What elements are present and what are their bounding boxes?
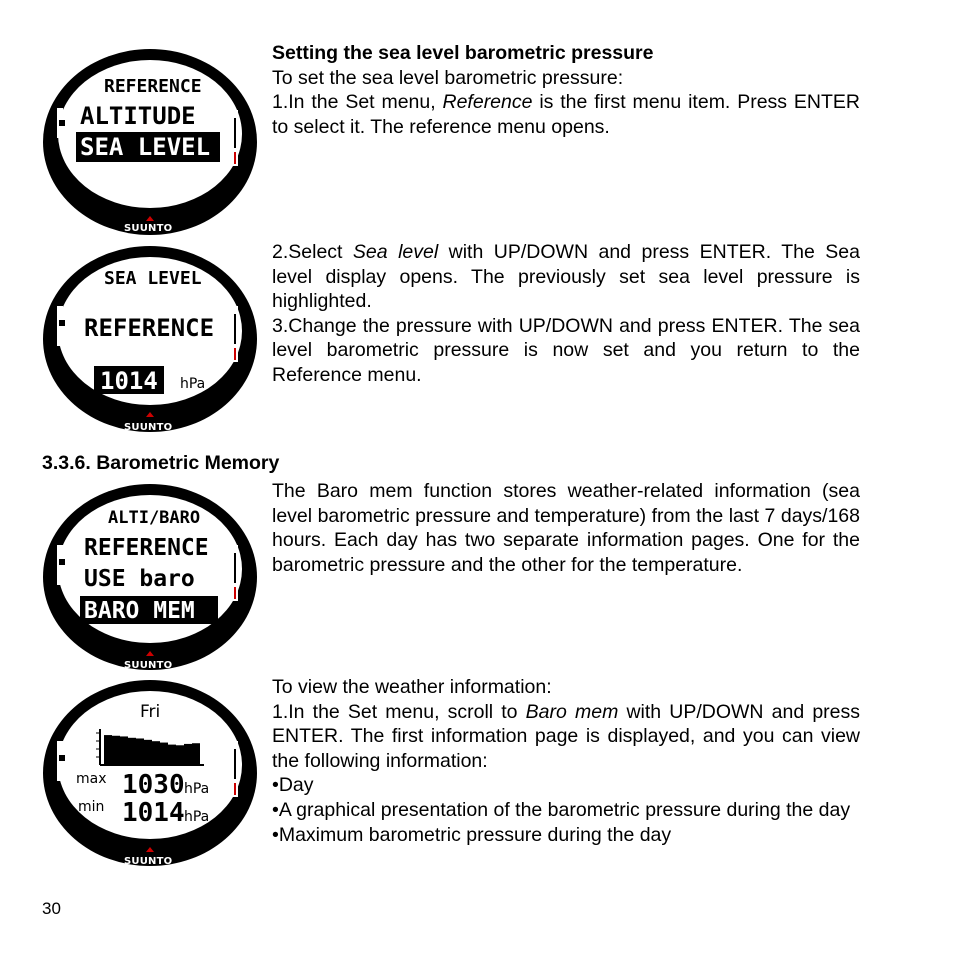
section1-intro: To set the sea level barometric pressure: [272, 66, 624, 89]
section2-bullet-max: •Maximum barometric pressure during the day [272, 823, 672, 846]
watch-display-alti-baro-menu [42, 483, 258, 673]
watch1-title: REFERENCE [104, 76, 202, 97]
section2-step1: 1.In the Set menu, scroll to Baro mem with UP/DOWN and press ENTER. The first information page is displayed, and you can view the following information: [272, 700, 860, 772]
section2-bullet-day: •Day [272, 774, 314, 797]
section2-heading: 3.3.6. Barometric Memory [42, 452, 280, 474]
watch2-brand: SUUNTO [124, 422, 173, 433]
watch4-min-value: 1014 [122, 798, 185, 828]
sea-level-instructions-2 [272, 240, 860, 388]
watch3-line3-selected: BARO MEM [84, 598, 195, 624]
graph-bar [104, 735, 112, 765]
graph-bar [184, 744, 192, 765]
graph-bar [160, 743, 168, 765]
watch3-brand: SUUNTO [124, 660, 173, 671]
watch4-max-value: 1030 [122, 770, 185, 800]
section2-intro: To view the weather information: [272, 676, 552, 698]
watch3-line1: REFERENCE [84, 535, 209, 561]
baro-mem-description [272, 479, 860, 577]
watch3-line2: USE baro [84, 566, 195, 592]
graph-bar [136, 738, 144, 765]
section1-step2: 2.Select Sea level with UP/DOWN and press ENTER. The Sea level display opens. The previously set sea level pressure is highlighted. [272, 241, 860, 313]
watch4-max-label: max [76, 771, 107, 787]
watch1-line2-selected: SEA LEVEL [80, 133, 211, 161]
section1-heading: Setting the sea level barometric pressure [272, 42, 654, 64]
watch2-title: SEA LEVEL [104, 268, 202, 289]
watch4-min-unit: hPa [184, 809, 210, 825]
watch-display-baro-memory [42, 679, 258, 869]
watch4-max-unit: hPa [184, 781, 210, 797]
watch4-min-label: min [78, 799, 105, 815]
graph-bar [168, 745, 176, 765]
section1-step3: 3.Change the pressure with UP/DOWN and press ENTER. The sea level barometric pressure is now set and you return to the Reference menu. [272, 314, 860, 386]
watch3-title: ALTI/BARO [108, 508, 201, 528]
watch2-value-selected: 1014 [100, 367, 158, 395]
watch4-day: Fri [140, 702, 161, 722]
graph-bar [192, 743, 200, 765]
section2-para1: The Baro mem function stores weather-related information (sea level barometric pressure and temperature) from the last 7 days/168 hours. Each day has two separate information pages. One for the barometric pressure and the other for the temperature. [272, 480, 860, 576]
page-number: 30 [42, 899, 61, 918]
watch2-line1: REFERENCE [84, 314, 215, 342]
graph-bar [128, 738, 136, 765]
watch-display-sea-level [42, 244, 258, 434]
graph-bar [112, 736, 120, 765]
watch1-line1: ALTITUDE [80, 102, 196, 130]
graph-bar [176, 745, 184, 765]
watch2-unit: hPa [180, 376, 206, 392]
watch1-brand: SUUNTO [124, 223, 173, 234]
section1-step1: 1.In the Set menu, Reference is the first menu item. Press ENTER to select it. The reference menu opens. [272, 91, 860, 138]
baro-mem-instructions [272, 675, 860, 847]
sea-level-instructions-1 [272, 41, 860, 139]
graph-bar [152, 741, 160, 765]
watch4-brand: SUUNTO [124, 856, 173, 867]
watch-display-reference-menu [42, 48, 258, 238]
graph-bar [144, 740, 152, 765]
graph-bar [120, 736, 128, 765]
section2-bullet-graph: •A graphical presentation of the barometric pressure during the day [272, 798, 851, 821]
